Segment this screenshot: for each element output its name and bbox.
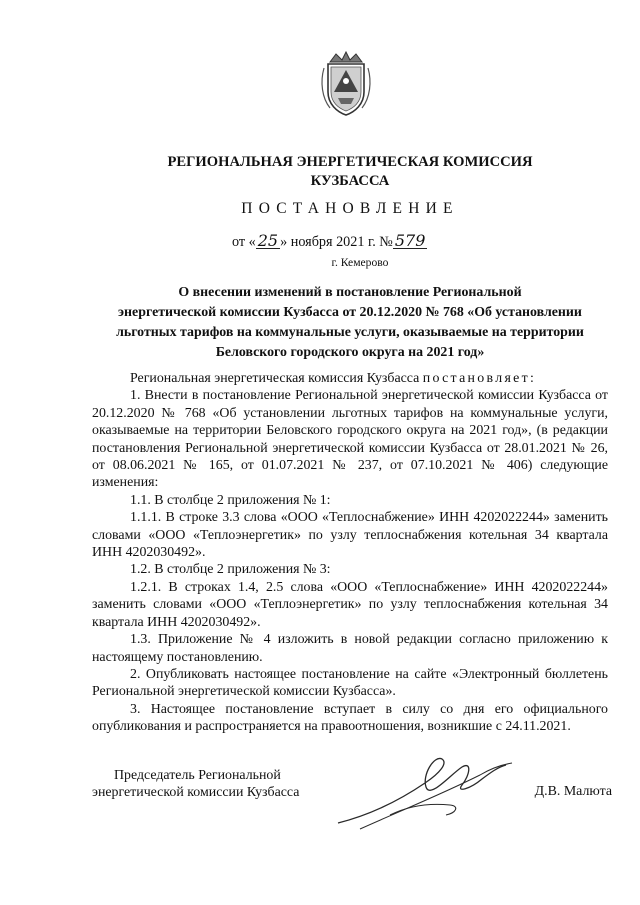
city-label: г. Кемерово [331,256,389,269]
organization-name-line1: РЕГИОНАЛЬНАЯ ЭНЕРГЕТИЧЕСКАЯ КОМИССИЯ [167,154,533,170]
intro-text: Региональная энергетическая комиссия Кузбасса [130,371,420,386]
document-type-title: ПОСТАНОВЛЕНИЕ [241,200,459,217]
paragraph-1-2: 1.2. В столбце 2 приложения № 3: [130,562,331,578]
paragraph-3: 3. Настоящее постановление вступает в силу со дня его официального опубликования и распространяется на правоотношения, возникшие с 24.11.2021. [92,701,608,735]
coat-of-arms-icon [318,48,374,118]
paragraph-1-1-1: 1.1.1. В строке 3.3 слова «ООО «Теплоснабжение» ИНН 4202022244» заменить словами «ООО «Теплоэнергетик» по узлу теплоснабжения котельная 34 квартала ИНН 4202030492». [92,510,608,561]
handwritten-number: 579 [394,231,426,250]
signatory-name: Д.В. Малюта [534,784,612,799]
subject-line3: льготных тарифов на коммунальные услуги, оказываемые на территории [116,325,584,340]
document-subject [90,283,610,363]
organization-name-line2: КУЗБАССА [310,173,390,189]
paragraph-2: 2. Опубликовать настоящее постановление на сайте «Электронный бюллетень Региональной энергетической комиссии Кузбасса». [92,666,608,700]
paragraph-1: 1. Внести в постановление Региональной энергетической комиссии Кузбасса от 20.12.2020 № 768 «Об установлении льготных тарифов на коммунальные услуги, оказываемые на территории Беловского городского округа на 2021 год», (в редакции постановления Региональной энергетической комиссии Кузбасса от 28.01.2021 № 26, от 08.06.2021 № 165, от 01.07.2021 № 237, от 07.10.2021 № 406) следующие изменения: [92,388,608,491]
subject-line1: О внесении изменений в постановление Региональной [178,285,522,300]
date-middle: » ноября 2021 г. № [280,234,393,250]
intro-decree-word: постановляет: [422,371,537,386]
paragraph-1-2-1: 1.2.1. В строках 1.4, 2.5 слова «ООО «Теплоснабжение» ИНН 4202022244» заменить словами «ООО «Теплоэнергетик» по узлу теплоснабжения котельная 34 квартала ИНН 4202030492». [92,579,608,630]
signatory-title-line1: Председатель Региональной [114,768,281,783]
subject-line4: Беловского городского округа на 2021 год» [215,345,485,360]
handwritten-day: 25 [257,231,279,250]
document-date-line [232,231,492,251]
subject-line2: энергетической комиссии Кузбасса от 20.12.2020 № 768 «Об установлении [118,305,582,320]
date-prefix: от « [232,234,256,250]
paragraph-1-3: 1.3. Приложение № 4 изложить в новой редакции согласно приложению к настоящему постановлению. [92,632,608,665]
handwritten-signature-icon [330,745,520,835]
organization-name [150,153,550,191]
document-body [92,370,608,736]
signatory-title-line2: энергетической комиссии Кузбасса [92,785,300,801]
paragraph-1-1: 1.1. В столбце 2 приложения № 1: [130,492,331,508]
signatory-title [92,767,352,802]
intro-paragraph [92,370,608,387]
